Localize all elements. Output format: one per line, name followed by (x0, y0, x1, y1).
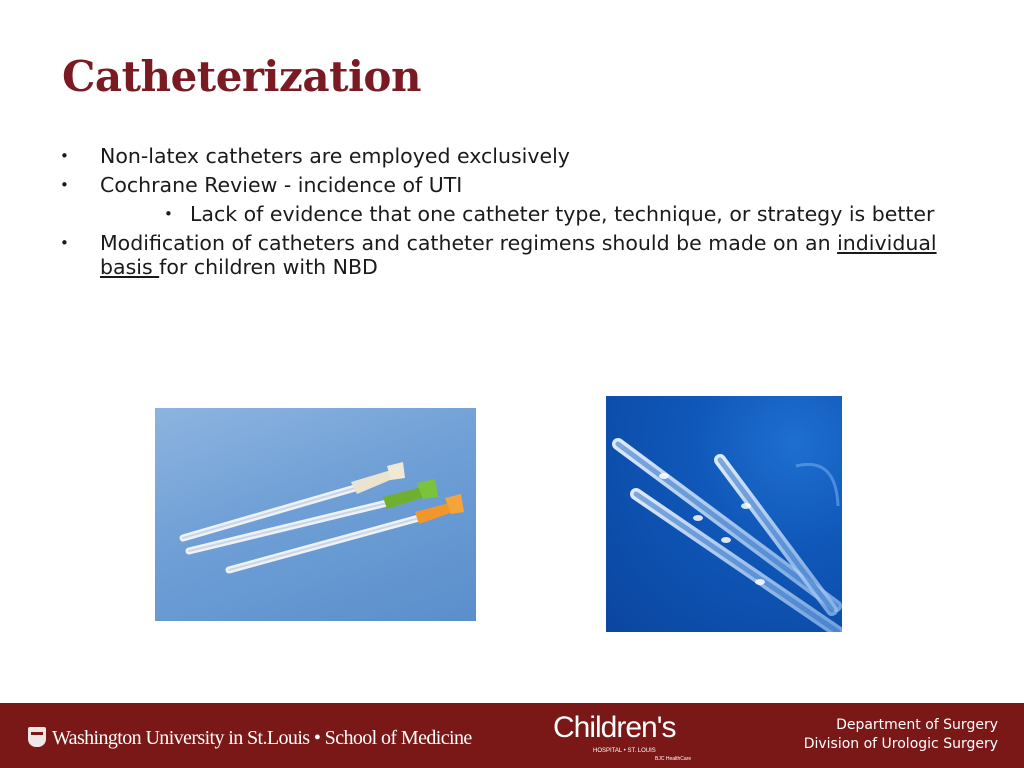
bullet-item (60, 144, 970, 168)
bullet-text: Lack of evidence that one catheter type, technique, or strategy is better (190, 202, 935, 226)
wu-shield-icon (28, 727, 46, 747)
department-line: Department of Surgery (836, 717, 998, 733)
catheters-illustration (155, 408, 476, 621)
bullet-marker: • (164, 205, 173, 223)
department-info (804, 716, 998, 754)
childrens-logo-sub: HOSPITAL • ST. LOUIS (593, 748, 656, 754)
bullet-item (60, 231, 970, 279)
bullet-marker: • (60, 147, 69, 165)
childrens-logo-name: Children's (553, 711, 676, 744)
bullet-text-start: Modification of catheters and catheter regimens should be made on an (100, 231, 838, 255)
underlined-phrase: individual basis (100, 231, 937, 279)
bullet-list (60, 144, 970, 284)
clear-catheters-illustration (606, 396, 842, 632)
bullet-text-end: for children with NBD (159, 255, 378, 279)
division-line: Division of Urologic Surgery (803, 736, 998, 752)
slide-title: Catheterization (62, 52, 421, 101)
bullet-marker: • (60, 234, 69, 252)
bullet-text: Non-latex catheters are employed exclusively (100, 144, 570, 168)
wu-logo: Washington University in St.Louis • School of Medicine (52, 727, 472, 749)
bullet-text: Cochrane Review - incidence of UTI (100, 173, 463, 197)
clear-catheters-photo (606, 396, 842, 632)
footer-bar (0, 703, 1024, 768)
sub-bullet-item (60, 202, 970, 226)
catheters-photo (155, 408, 476, 621)
bullet-text (100, 231, 937, 279)
bullet-item (60, 173, 970, 197)
childrens-hospital-logo (553, 711, 703, 763)
bjc-logo: BJC HealthCare (655, 756, 692, 762)
bullet-marker: • (60, 176, 69, 194)
